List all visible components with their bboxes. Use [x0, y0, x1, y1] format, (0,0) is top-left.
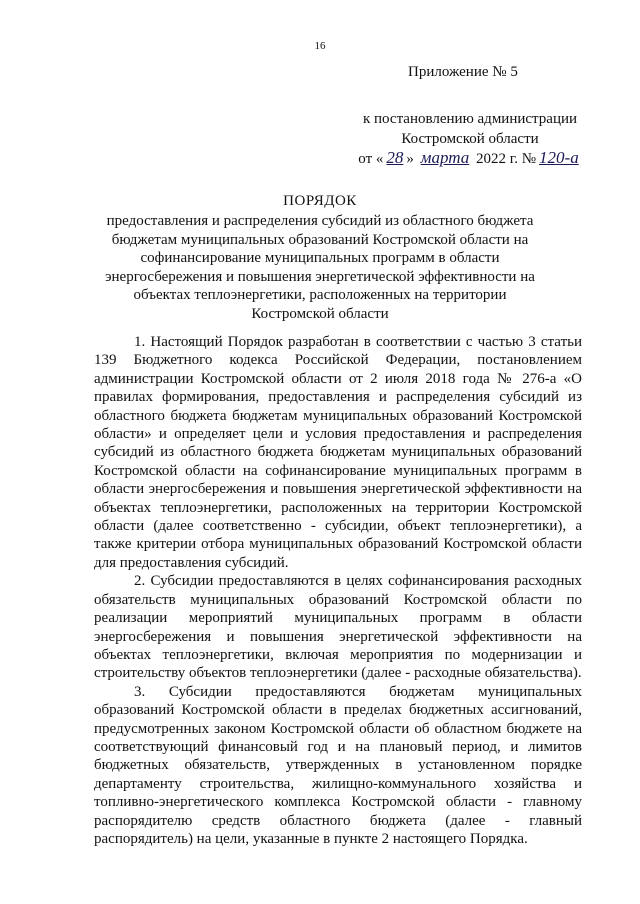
document-title: ПОРЯДОК: [283, 193, 357, 209]
resolution-line-2: Костромской области: [401, 131, 539, 147]
handwritten-number: 120-а: [539, 148, 579, 167]
appendix-label: Приложение № 5: [408, 64, 518, 80]
paragraph-1: 1. Настоящий Порядок разработан в соответствии с частью 3 статьи 139 Бюджетного кодекса Российской Федерации, постановлением администрации Костромской области от 2 июля 2018 года № 276-а «О правилах формирования, предоставления и распределения субсидий из областного бюджета бюджетам муниципальных образований Костромской области» и определяет цели и условия предоставления и распределения субсидий из областного бюджета бюджетам муниципальных образований Костромской области на софинансирование муниципальных программ в области энергосбережения и повышения энергетической эффективности на объектах теплоэнергетики, расположенных на территории Костромской области (далее соответственно - субсидии, объект теплоэнергетики), а также критерии отбора муниципальных образований Костромской области для предоставления субсидий.: [94, 334, 582, 571]
resolution-reference: [340, 109, 600, 169]
date-prefix: от «: [358, 151, 384, 167]
date-quote-close: »: [406, 151, 414, 167]
document-subtitle: предоставления и распределения субсидий из областного бюджета бюджетам муниципальных образований Костромской области на софинансирование муниципальных программ в области энергосбережения и повышения энергетической эффективности на объектах теплоэнергетики, расположенных на территории Костромской области: [105, 213, 535, 322]
page-number: 16: [314, 40, 326, 52]
handwritten-month: марта: [420, 148, 470, 167]
document-body: [94, 333, 582, 848]
paragraph-3: 3. Субсидии предоставляются бюджетам муниципальных образований Костромской области в пределах бюджетных ассигнований, предусмотренных законом Костромской области об областном бюджете на соответствующий финансовый год и на плановый период, и лимитов бюджетных обязательств, утвержденных в установленном порядке департаменту строительства, жилищно-коммунального хозяйства и топливно-энергетического комплекса Костромской области - главному распорядителю средств областного бюджета (далее - главный распорядитель) на цели, указанные в пункте 2 настоящего Порядка.: [94, 683, 582, 847]
paragraph-2: 2. Субсидии предоставляются в целях софинансирования расходных обязательств муниципальных образований Костромской области по реализации мероприятий муниципальных программ в области энергосбережения и повышения энергетической эффективности на объектах теплоэнергетики, включая мероприятия по модернизации и строительству объектов теплоэнергетики (далее - расходные обязательства).: [94, 573, 582, 682]
resolution-date-line: [340, 149, 600, 169]
handwritten-day: 28: [386, 148, 404, 167]
date-year: 2022 г. №: [476, 151, 537, 167]
resolution-line-1: к постановлению администрации: [362, 111, 578, 127]
